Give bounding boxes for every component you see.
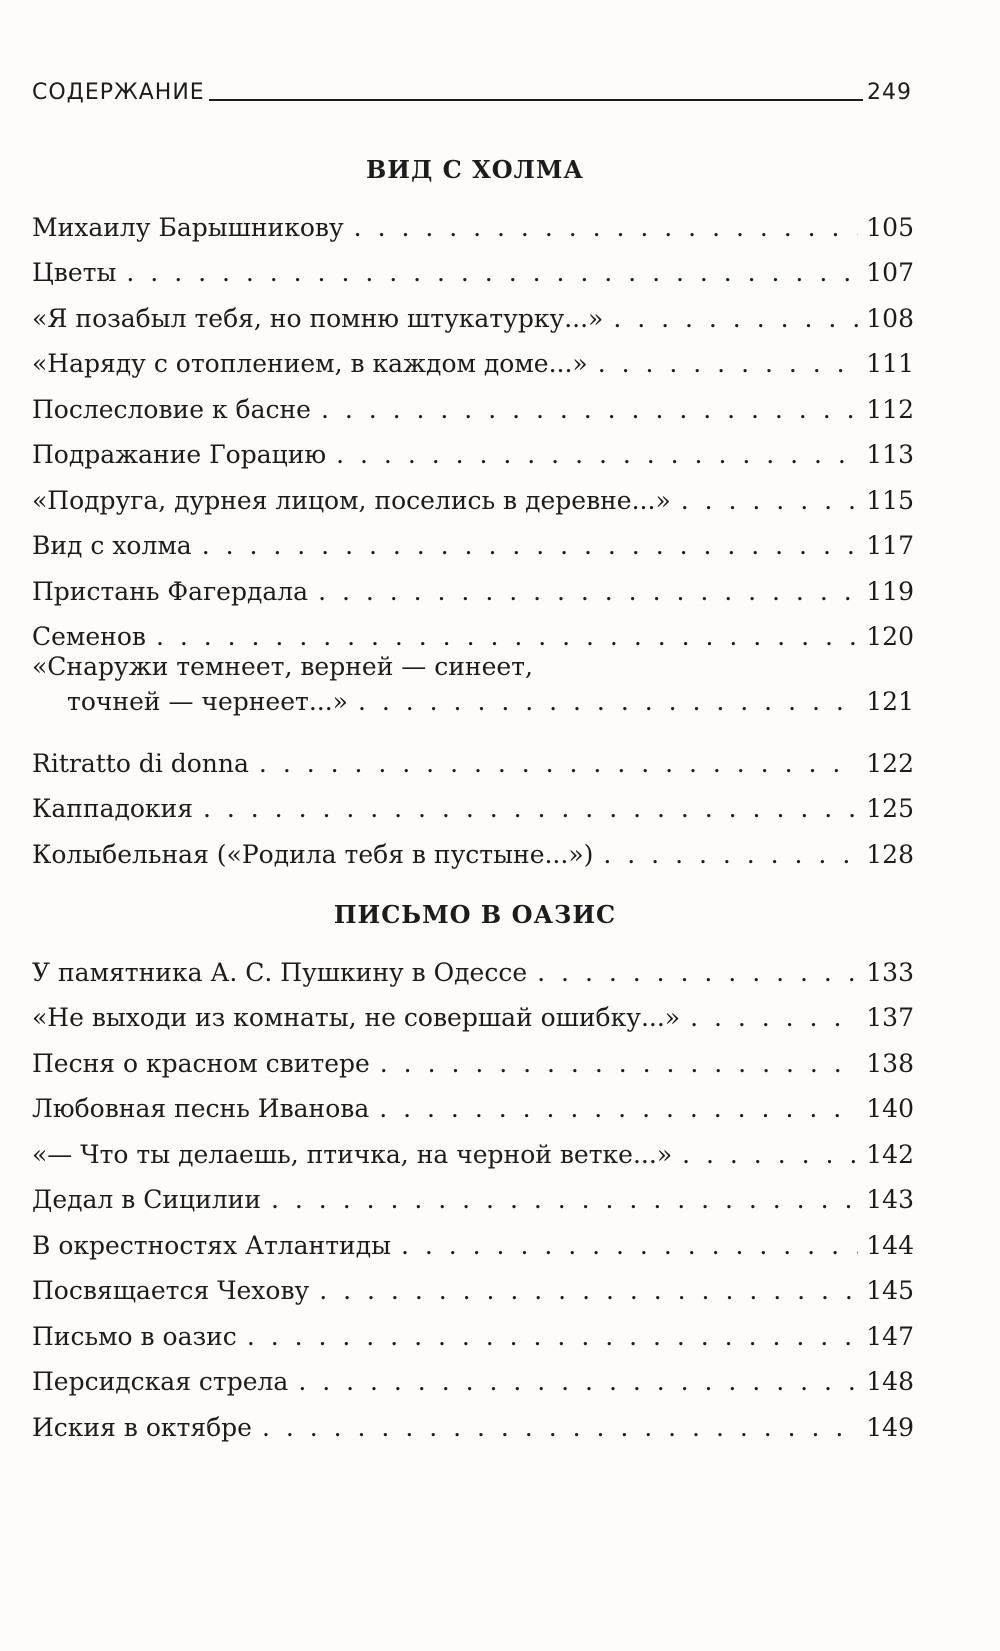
toc-entry (32, 733, 914, 779)
dot-leader (262, 1413, 858, 1443)
dot-leader (682, 1140, 858, 1170)
toc-entry-page: 142 (866, 1139, 914, 1169)
dot-leader (613, 304, 858, 334)
toc-entry-page: 117 (866, 531, 914, 560)
toc-entry-page: 138 (866, 1048, 914, 1078)
toc-entry-page: 113 (866, 440, 914, 469)
section-heading: ВИД С ХОЛМА (366, 155, 584, 184)
dot-leader (379, 1094, 858, 1124)
toc-entry-title: Каппадокия (32, 794, 193, 823)
toc-entry-page: 120 (866, 622, 914, 651)
toc-entry (32, 1033, 914, 1079)
toc-entry-page: 108 (866, 303, 914, 333)
dot-leader (690, 1003, 858, 1033)
toc-entry-page: 119 (866, 576, 914, 606)
toc-entry-title: Дедал в Сицилии (32, 1185, 262, 1214)
toc-entry-title: Цветы (32, 258, 117, 287)
toc-entry (32, 197, 914, 243)
toc-entry-title: Послесловие к басне (32, 394, 311, 424)
toc-entry-title-cont: точней — чернеет...» (67, 687, 348, 716)
toc-entry-page: 115 (866, 485, 914, 515)
toc-entry-title: «Не выходи из комнаты, не совершай ошибку...» (32, 1003, 681, 1032)
toc-entry-page: 105 (866, 212, 914, 242)
toc-entry-title: Вид с холма (32, 531, 192, 560)
dot-leader (537, 958, 858, 988)
toc-entry-title: «— Что ты делаешь, птичка, на черной ветке...» (32, 1139, 673, 1169)
toc-entry (32, 942, 914, 988)
toc-entry-title: Персидская стрела (32, 1367, 289, 1396)
toc-entry (32, 1124, 914, 1170)
toc-entry (32, 516, 914, 562)
toc-entry (32, 334, 914, 380)
dot-leader (318, 577, 858, 607)
dot-leader (336, 440, 858, 470)
toc-entry-title: Письмо в оазис (32, 1321, 237, 1351)
toc-entry-page: 133 (866, 957, 914, 987)
toc-entry-title: Любовная песнь Иванова (32, 1094, 370, 1123)
toc-entry-title: Михаилу Барышникову (32, 212, 344, 242)
toc-entry (32, 1352, 914, 1398)
section-heading: ПИСЬМО В ОАЗИС (333, 900, 617, 929)
toc-entry-title: Колыбельная («Родила тебя в пустыне...») (32, 839, 594, 869)
toc-entry-page: 107 (866, 258, 914, 287)
toc-entry-page: 128 (866, 839, 914, 869)
dot-leader (202, 531, 858, 561)
toc-entry-page: 122 (866, 748, 914, 778)
toc-entry-page: 125 (866, 794, 914, 823)
toc-entry-title: Посвящается Чехову (32, 1276, 310, 1305)
toc-entry-page: 147 (866, 1321, 914, 1351)
running-header-title: СОДЕРЖАНИЕ (32, 80, 205, 105)
toc-entry-title: «Я позабыл тебя, но помню штукатурку...» (32, 303, 604, 333)
dot-leader (681, 486, 858, 516)
toc-entry-page: 144 (866, 1230, 914, 1260)
dot-leader (380, 1049, 858, 1079)
toc-entry (32, 470, 914, 516)
toc-entry-title: «Подруга, дурнея лицом, поселись в деревне...» (32, 485, 671, 515)
toc-entry-title: Иския в октябре (32, 1412, 252, 1442)
toc-entry-title: «Наряду с отоплением, в каждом доме...» (32, 349, 588, 378)
dot-leader (401, 1231, 858, 1261)
dot-leader (603, 840, 858, 870)
toc-entry (32, 779, 914, 825)
toc-entry (32, 1215, 914, 1261)
toc-entry-page: 149 (866, 1412, 914, 1442)
toc-list (32, 942, 914, 1443)
toc-entry (32, 243, 914, 289)
toc-entry (32, 652, 914, 733)
dot-leader (358, 687, 858, 717)
toc-entry (32, 824, 914, 870)
dot-leader (321, 395, 858, 425)
dot-leader (354, 213, 858, 243)
toc-entry (32, 425, 914, 471)
toc-entry (32, 1306, 914, 1352)
toc-entry-title: Подражание Горацию (32, 440, 327, 469)
dot-leader (319, 1276, 858, 1306)
dot-leader (156, 622, 858, 652)
toc-entry-title: Ritratto di donna (32, 748, 249, 778)
toc-entry-page: 140 (866, 1094, 914, 1123)
toc-entry-page: 111 (866, 349, 914, 378)
toc-entry-title: В окрестностях Атлантиды (32, 1230, 391, 1260)
toc-entry-page: 148 (866, 1367, 914, 1396)
dot-leader (298, 1367, 858, 1397)
toc-entry (32, 288, 914, 334)
toc-entry-title: У памятника А. С. Пушкину в Одессе (32, 957, 528, 987)
dot-leader (247, 1322, 858, 1352)
toc-entry-page: 112 (866, 394, 914, 424)
running-header (32, 82, 912, 104)
toc-entry-page: 143 (866, 1185, 914, 1214)
toc-entry (32, 561, 914, 607)
dot-leader (259, 749, 858, 779)
toc-entry-title: Песня о красном свитере (32, 1048, 370, 1078)
dot-leader (203, 794, 858, 824)
toc-entry-title: Пристань Фагердала (32, 576, 309, 606)
toc-entry (32, 607, 914, 653)
toc-entry-title: Семенов (32, 622, 146, 651)
header-rule (209, 99, 863, 101)
toc-entry-title: «Снаружи темнеет, верней — синеет, (32, 652, 533, 681)
toc-entry (32, 1397, 914, 1443)
toc-entry-page: 137 (866, 1003, 914, 1032)
dot-leader (271, 1185, 858, 1215)
toc-entry-page: 145 (866, 1276, 914, 1305)
toc-entry (32, 988, 914, 1034)
dot-leader (126, 258, 858, 288)
toc-list (32, 197, 914, 870)
toc-entry (32, 1079, 914, 1125)
toc-entry (32, 1170, 914, 1216)
toc-entry (32, 1261, 914, 1307)
toc-entry-page: 121 (866, 687, 914, 716)
toc-entry (32, 379, 914, 425)
dot-leader (598, 349, 858, 379)
running-header-page-number: 249 (867, 80, 912, 105)
toc-entry-continuation (32, 687, 914, 717)
